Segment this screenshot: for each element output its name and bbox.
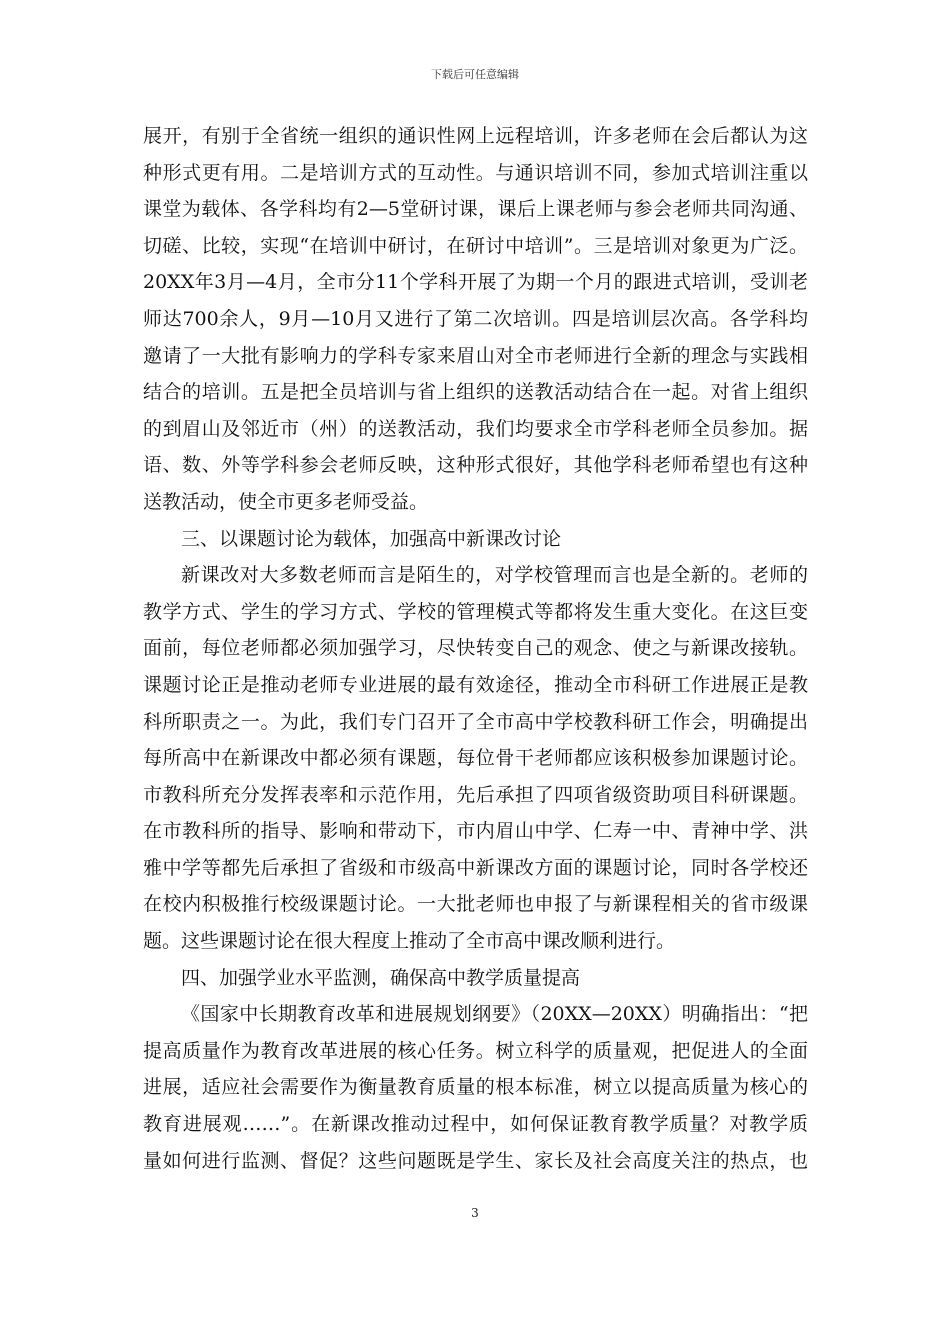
text-line: 展开，有别于全省统一组织的通识性网上远程培训，许多老师在会后都认为这	[143, 125, 808, 147]
text-line: 三、以课题讨论为载体，加强高中新课改讨论	[181, 527, 562, 550]
text-line: 切磋、比较，实现“在培训中研讨，在研讨中培训”。三是培训对象更为广泛。	[143, 234, 808, 257]
text-line: 四、加强学业水平监测，确保高中教学质量提高	[181, 966, 581, 989]
text-line: 种形式更有用。二是培训方式的互动性。与通识培训不同，参加式培训注重以	[143, 161, 808, 184]
text-line: 20XX年3月—4月，全市分11个学科开展了为期一个月的跟进式培训，受训老	[143, 271, 808, 294]
text-line: 每所高中在新课改中都必须有课题，每位骨干老师都应该积极参加课题讨论。	[143, 747, 808, 770]
text-line: 雅中学等都先后承担了省级和市级高中新课改方面的课题讨论，同时各学校还	[143, 856, 808, 879]
text-line: 教育进展观……”。在新课改推动过程中，如何保证教育教学质量？对教学质	[143, 1113, 808, 1136]
text-line: 的到眉山及邻近市（州）的送教活动，我们均要求全市学科老师全员参加。据	[143, 417, 808, 440]
text-line: 语、数、外等学科参会老师反映，这种形式很好，其他学科老师希望也有这种	[143, 454, 808, 477]
page-header-note: 下载后可任意编辑	[431, 68, 519, 81]
text-line: 邀请了一大批有影响力的学科专家来眉山对全市老师进行全新的理念与实践相	[143, 344, 808, 367]
text-line: 《国家中长期教育改革和进展规划纲要》（20XX—20XX）明确指出：“把	[181, 1003, 808, 1026]
text-line: 科所职责之一。为此，我们专门召开了全市高中学校教科研工作会，明确提出	[143, 710, 808, 733]
text-line: 课题讨论正是推动老师专业进展的最有效途径，推动全市科研工作进展正是教	[143, 673, 808, 696]
text-line: 结合的培训。五是把全员培训与省上组织的送教活动结合在一起。对省上组织	[143, 381, 808, 404]
text-line: 师达700余人，9月—10月又进行了第二次培训。四是培训层次高。各学科均	[143, 307, 808, 330]
text-line: 市教科所充分发挥表率和示范作用，先后承担了四项省级资助项目科研课题。	[143, 783, 808, 806]
page-number: 3	[471, 1206, 479, 1220]
text-line: 教学方式、学生的学习方式、学校的管理模式等都将发生重大变化。在这巨变	[143, 600, 808, 623]
text-line: 在校内积极推行校级课题讨论。一大批老师也申报了与新课程相关的省市级课	[143, 893, 808, 916]
text-line: 送教活动，使全市更多老师受益。	[143, 490, 429, 513]
document-body	[143, 118, 808, 1179]
text-line: 在市教科所的指导、影响和带动下，市内眉山中学、仁寿一中、青神中学、洪	[143, 820, 808, 843]
text-line: 进展，适应社会需要作为衡量教育质量的根本标准，树立以提高质量为核心的	[143, 1076, 808, 1099]
text-line: 题。这些课题讨论在很大程度上推动了全市高中课改顺利进行。	[143, 930, 676, 953]
text-line: 新课改对大多数老师而言是陌生的，对学校管理而言也是全新的。老师的	[181, 564, 808, 587]
text-line: 量如何进行监测、督促？这些问题既是学生、家长及社会高度关注的热点，也	[143, 1149, 808, 1172]
text-line: 面前，每位老师都必须加强学习，尽快转变自己的观念、使之与新课改接轨。	[143, 637, 808, 660]
text-line: 提高质量作为教育改革进展的核心任务。树立科学的质量观，把促进人的全面	[143, 1039, 808, 1062]
text-line: 课堂为载体、各学科均有2—5堂研讨课，课后上课老师与参会老师共同沟通、	[143, 198, 808, 221]
